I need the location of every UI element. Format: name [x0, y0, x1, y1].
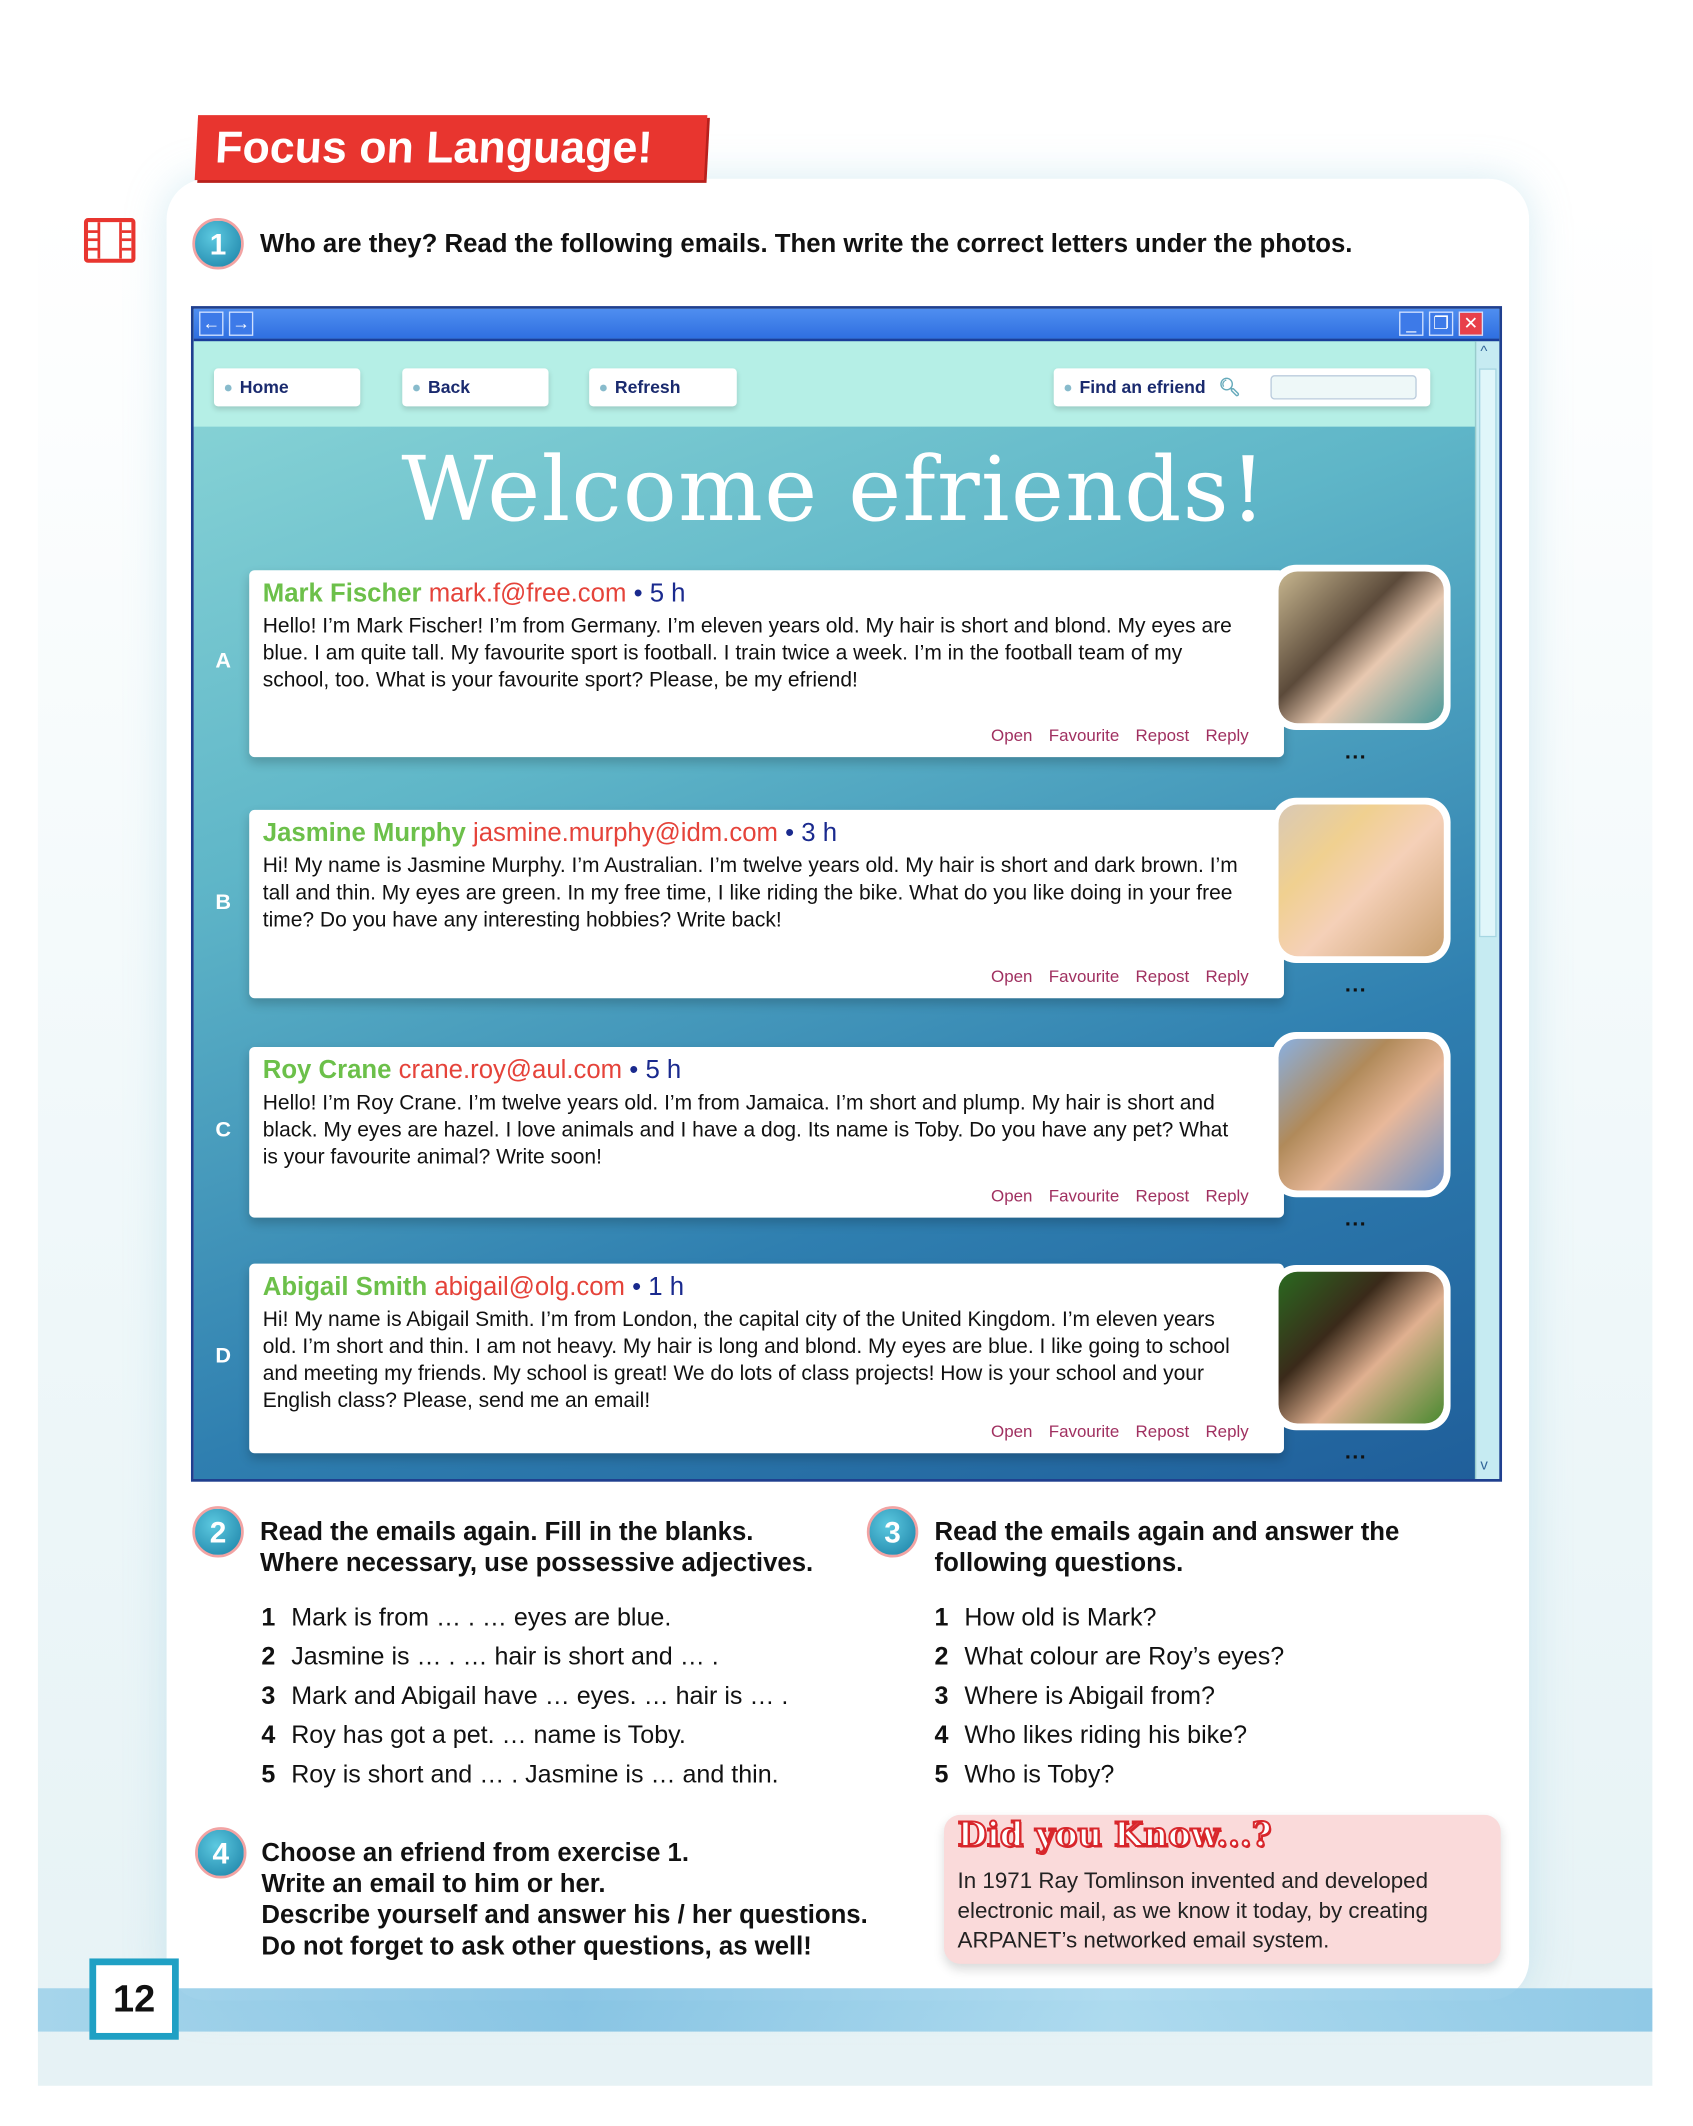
- favourite-link[interactable]: Favourite: [1048, 725, 1120, 745]
- sender-name: Mark Fischer: [262, 579, 422, 609]
- sender-email[interactable]: jasmine.murphy@idm.com: [472, 819, 778, 848]
- open-link[interactable]: Open: [991, 1186, 1033, 1206]
- email-header: [263, 578, 1271, 611]
- favourite-link[interactable]: Favourite: [1048, 967, 1120, 987]
- list-item: 1 Mark is from … . … eyes are blue.: [261, 1602, 672, 1631]
- close-button[interactable]: ✕: [1459, 312, 1483, 336]
- instruction-line: Choose an efriend from exercise 1.: [261, 1839, 690, 1868]
- profile-photo: [1272, 1265, 1451, 1430]
- list-item: 5 Roy is short and … . Jasmine is … and thin.: [261, 1759, 779, 1788]
- scroll-thumb[interactable]: [1479, 368, 1497, 937]
- exercise-1-instruction: Who are they? Read the following emails. Then write the correct letters under the photos.: [260, 230, 1353, 259]
- instruction-line: Describe yourself and answer his / her questions.: [261, 1901, 868, 1931]
- exercise-number-1: 1: [192, 218, 243, 269]
- answer-blank: ...: [1344, 1441, 1368, 1465]
- search-icon[interactable]: 🔍︎: [1218, 376, 1242, 397]
- answer-blank: ...: [1344, 740, 1368, 764]
- email-body: Hi! My name is Jasmine Murphy. I’m Australian. I’m twelve years old. My hair is short and dark brown. I’m tall and thin. My eyes are green. In my free time, I like riding the bike. What do you like doing in your free time? Do you have any interesting hobbies? Write back!: [262, 854, 1238, 932]
- exercise-3-list: [935, 1597, 1285, 1793]
- open-link[interactable]: Open: [991, 1422, 1033, 1442]
- bottom-wave-band: [38, 1988, 1652, 2031]
- browser-window: [191, 306, 1502, 1482]
- sender-email[interactable]: mark.f@free.com: [428, 579, 627, 609]
- instruction-line: Do not forget to ask other questions, as well!: [261, 1932, 812, 1962]
- list-item: 4 Roy has got a pet. … name is Toby.: [261, 1720, 686, 1749]
- restore-button[interactable]: ❐: [1429, 312, 1453, 336]
- search-input[interactable]: [1270, 375, 1416, 399]
- reply-link[interactable]: Reply: [1205, 1186, 1249, 1206]
- sender-name: Abigail Smith: [262, 1273, 428, 1302]
- email-letter-label: C: [215, 1118, 232, 1142]
- repost-link[interactable]: Repost: [1135, 967, 1190, 987]
- back-label: Back: [427, 376, 471, 397]
- scrollbar[interactable]: [1475, 341, 1499, 1481]
- email-actions: [975, 963, 1249, 990]
- email-body: Hello! I’m Roy Crane. I’m twelve years old. I’m from Jamaica. I’m short and plump. My hair is short and black. My eyes are hazel. I love animals and I have a dog. Its name is Toby. Do you have any pet? What is your favourite animal? Write soon!: [262, 1091, 1229, 1169]
- list-item: 3 Mark and Abigail have … eyes. … hair is … .: [261, 1680, 789, 1710]
- email-time: • 5 h: [633, 579, 686, 609]
- repost-link[interactable]: Repost: [1135, 725, 1190, 745]
- did-you-know-title: Did you Know...?: [957, 1814, 1272, 1855]
- profile-photo: [1272, 1032, 1451, 1197]
- exercise-3-instruction: [935, 1517, 1400, 1579]
- home-button[interactable]: [214, 368, 360, 406]
- reply-link[interactable]: Reply: [1205, 1422, 1249, 1442]
- repost-link[interactable]: Repost: [1135, 1186, 1190, 1206]
- email-card: [249, 1047, 1284, 1218]
- exercise-2-instruction: [260, 1517, 813, 1579]
- section-banner: Focus on Language!: [195, 115, 708, 180]
- instruction-line: Read the emails again and answer the: [934, 1518, 1400, 1547]
- exercise-number-4: 4: [195, 1827, 246, 1878]
- exercise-number-3: 3: [867, 1506, 918, 1557]
- list-item: 4 Who likes riding his bike?: [934, 1720, 1248, 1749]
- profile-photo: [1272, 565, 1451, 730]
- page-number: 12: [89, 1958, 178, 2039]
- favourite-link[interactable]: Favourite: [1048, 1186, 1120, 1206]
- email-time: • 1 h: [632, 1273, 685, 1302]
- list-item: 3 Where is Abigail from?: [934, 1680, 1216, 1710]
- email-letter-label: B: [215, 890, 232, 914]
- welcome-heading: Welcome efriends!: [401, 437, 1268, 542]
- refresh-button[interactable]: [589, 368, 737, 406]
- email-actions: [975, 1418, 1249, 1445]
- email-body: Hello! I’m Mark Fischer! I’m from Germany. I’m eleven years old. My hair is short and blond. My eyes are blue. I am quite tall. My favourite sport is football. I train twice a week. I’m in the football team of my school, too. What is your favourite sport? Please, be my efriend!: [262, 614, 1232, 693]
- answer-blank: ...: [1344, 973, 1368, 997]
- instruction-line: Read the emails again. Fill in the blanks.: [260, 1518, 754, 1547]
- open-link[interactable]: Open: [991, 967, 1033, 987]
- email-actions: [975, 1182, 1249, 1209]
- home-label: Home: [239, 376, 289, 397]
- instruction-line: Where necessary, use possessive adjectives.: [260, 1549, 814, 1578]
- minimize-button[interactable]: _: [1399, 312, 1423, 336]
- email-letter-label: D: [215, 1344, 232, 1368]
- email-card: [249, 810, 1284, 998]
- exercise-2-list: [261, 1597, 788, 1793]
- back-button[interactable]: [402, 368, 548, 406]
- profile-photo: [1272, 798, 1451, 963]
- reply-link[interactable]: Reply: [1205, 967, 1249, 987]
- list-item: 5 Who is Toby?: [934, 1759, 1115, 1788]
- film-icon: [84, 218, 135, 263]
- email-card: [249, 570, 1284, 757]
- exercise-4-instruction: [261, 1838, 867, 1963]
- sender-name: Jasmine Murphy: [262, 819, 466, 848]
- did-you-know-box: [944, 1815, 1501, 1964]
- email-time: • 5 h: [629, 1056, 682, 1085]
- forward-arrow-icon[interactable]: →: [229, 312, 253, 336]
- did-you-know-text: In 1971 Ray Tomlinson invented and developed electronic mail, as we know it today, by creating ARPANET’s networked email system.: [957, 1869, 1429, 1954]
- open-link[interactable]: Open: [991, 725, 1033, 745]
- list-item: 2 What colour are Roy’s eyes?: [934, 1641, 1285, 1670]
- sender-name: Roy Crane: [262, 1056, 392, 1085]
- find-label: Find an efriend: [1079, 376, 1206, 397]
- refresh-label: Refresh: [614, 376, 681, 397]
- instruction-line: following questions.: [934, 1549, 1184, 1578]
- email-actions: [975, 722, 1249, 749]
- email-letter-label: A: [215, 650, 232, 674]
- email-header: [263, 818, 1271, 851]
- list-item: 1 How old is Mark?: [934, 1602, 1157, 1631]
- exercise-number-2: 2: [192, 1506, 243, 1557]
- email-body: Hi! My name is Abigail Smith. I’m from London, the capital city of the United Kingdom. I’m eleven years old. I’m short and thin. I am not heavy. My hair is long and blond. My eyes are blue. I like going to school and meeting my friends. My school is great! We do lots of class projects! How is your school and your English class? Please, send me an email!: [262, 1308, 1230, 1413]
- scroll-up-icon[interactable]: ^: [1480, 344, 1488, 361]
- back-arrow-icon[interactable]: ←: [199, 312, 223, 336]
- sender-email[interactable]: abigail@olg.com: [434, 1273, 625, 1302]
- answer-blank: ...: [1344, 1208, 1368, 1232]
- email-header: [263, 1272, 1271, 1305]
- sender-email[interactable]: crane.roy@aul.com: [398, 1056, 623, 1085]
- list-item: 2 Jasmine is … . … hair is short and … .: [261, 1641, 719, 1670]
- email-header: [263, 1055, 1271, 1088]
- email-time: • 3 h: [785, 819, 838, 848]
- title-bar: [194, 309, 1500, 342]
- reply-link[interactable]: Reply: [1205, 725, 1249, 745]
- instruction-line: Write an email to him or her.: [261, 1870, 606, 1899]
- find-efriend-bar: [1054, 368, 1431, 406]
- scroll-down-icon[interactable]: v: [1480, 1457, 1488, 1474]
- repost-link[interactable]: Repost: [1135, 1422, 1190, 1442]
- email-card: [249, 1264, 1284, 1454]
- favourite-link[interactable]: Favourite: [1048, 1422, 1120, 1442]
